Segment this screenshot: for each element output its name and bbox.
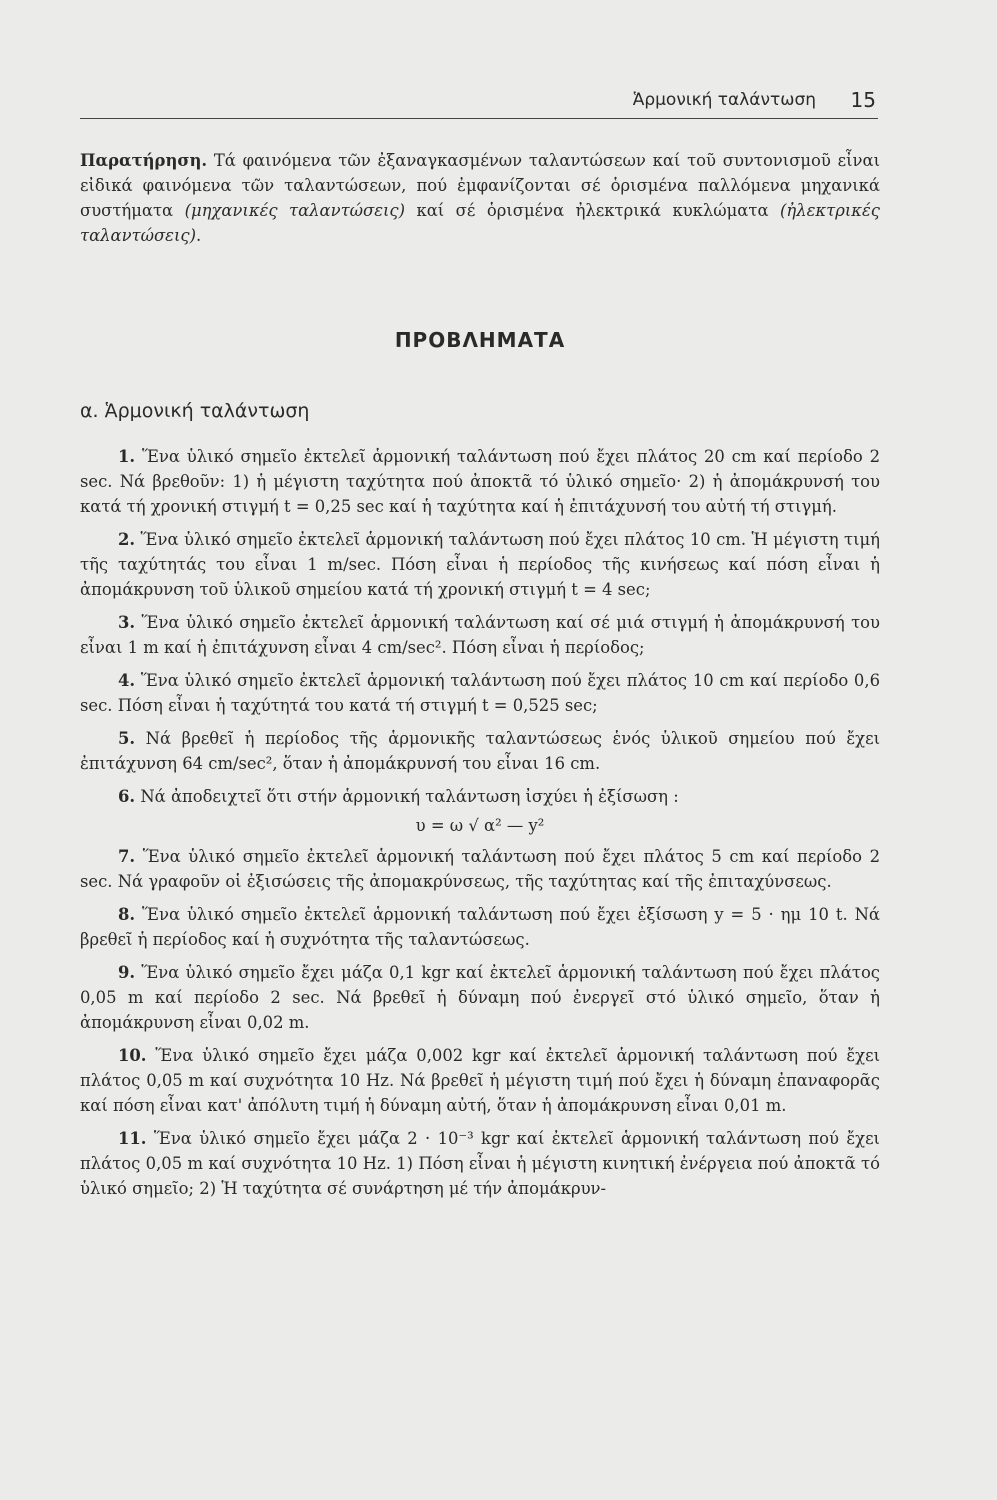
problem-number: 7.: [118, 847, 136, 866]
section-title: ΠΡΟΒΛΗΜΑΤΑ: [394, 328, 566, 352]
problem-7: [80, 844, 880, 894]
problem-text: Ἕνα ὑλικό σημεῖο ἐκτελεῖ ἁρμονική ταλάντωση καί σέ μιά στιγμή ἡ ἀπομάκρυνσή του εἶναι 1 m καί ἡ ἐπιτάχυνση εἶναι 4 cm/sec². Πόση εἶναι ἡ περίοδος;: [80, 613, 880, 657]
problem-text: Ἕνα ὑλικό σημεῖο ἔχει μάζα 0,1 kgr καί ἐκτελεῖ ἁρμονική ταλάντωση πού ἔχει πλάτος 0,05 m καί περίοδο 2 sec. Νά βρεθεῖ ἡ δύναμη πού ἐνεργεῖ στό ὑλικό σημεῖο, ὅταν ἡ ἀπομάκρυνση εἶναι 0,02 m.: [80, 963, 880, 1032]
problem-9: [80, 960, 880, 1035]
problem-text: Νά ἀποδειχτεῖ ὅτι στήν ἁρμονική ταλάντωση ἰσχύει ἡ ἐξίσωση :: [135, 787, 679, 806]
problem-number: 10.: [118, 1046, 147, 1065]
problem-11: [80, 1126, 880, 1201]
problem-number: 3.: [118, 613, 136, 632]
problem-text: Ἕνα ὑλικό σημεῖο ἐκτελεῖ ἁρμονική ταλάντωση πού ἔχει πλάτος 10 cm καί περίοδο 0,6 sec. Πόση εἶναι ἡ ταχύτητά του κατά τή στιγμή t = 0,525 sec;: [80, 671, 880, 715]
subsection-title: α. Ἁρμονική ταλάντωση: [80, 400, 310, 422]
note-text-3: .: [195, 226, 202, 245]
problem-text: Ἕνα ὑλικό σημεῖο ἐκτελεῖ ἁρμονική ταλάντωση πού ἔχει πλάτος 10 cm. Ἡ μέγιστη τιμή τῆς ταχύτητάς του εἶναι 1 m/sec. Πόση εἶναι ἡ περίοδος τῆς κινήσεως καί πόση εἶναι ἡ ἀπομάκρυνση τοῦ ὑλικοῦ σημείου κατά τή χρονική στιγμή t = 4 sec;: [80, 530, 880, 599]
note-italic-2: (ἠλεκτρικές ταλαντώσεις): [80, 201, 880, 245]
formula-velocity: υ = ω √ α² — y²: [415, 816, 545, 835]
problem-number: 2.: [118, 530, 136, 549]
problem-number: 4.: [118, 671, 136, 690]
problem-5: [80, 726, 880, 776]
note-text-2: καί σέ ὁρισμένα ἠλεκτρικά κυκλώματα: [405, 201, 780, 220]
running-title: Ἁρμονική ταλάντωση: [632, 90, 816, 110]
problem-number: 8.: [118, 905, 136, 924]
problem-8: [80, 902, 880, 952]
note-paragraph: [80, 148, 880, 248]
problem-text: Ἕνα ὑλικό σημεῖο ἔχει μάζα 2 · 10⁻³ kgr καί ἐκτελεῖ ἁρμονική ταλάντωση πού ἔχει πλάτος 0,05 m καί συχνότητα 10 Hz. 1) Πόση εἶναι ἡ μέγιστη κινητική ἐνέργεια πού ἀποκτᾶ τό ὑλικό σημεῖο; 2) Ἡ ταχύτητα σέ συνάρτηση μέ τήν ἀπομάκρυν-: [80, 1129, 880, 1198]
problem-10: [80, 1043, 880, 1118]
problem-text: Ἕνα ὑλικό σημεῖο ἐκτελεῖ ἁρμονική ταλάντωση πού ἔχει πλάτος 5 cm καί περίοδο 2 sec. Νά γραφοῦν οἱ ἐξισώσεις τῆς ἀπομακρύνσεως, τῆς ταχύτητας καί τῆς ἐπιταχύνσεως.: [80, 847, 880, 891]
problem-number: 6.: [118, 787, 136, 806]
problem-1: [80, 444, 880, 519]
problem-3: [80, 610, 880, 660]
problem-number: 1.: [118, 447, 136, 466]
problem-2: [80, 527, 880, 602]
note-label: Παρατήρηση.: [80, 151, 208, 170]
problem-4: [80, 668, 880, 718]
problem-text: Νά βρεθεῖ ἡ περίοδος τῆς ἁρμονικῆς ταλαντώσεως ἑνός ὑλικοῦ σημείου πού ἔχει ἐπιτάχυνση 64 cm/sec², ὅταν ἡ ἀπομάκρυνσή του εἶναι 16 cm.: [80, 729, 880, 773]
note-italic-1: (μηχανικές ταλαντώσεις): [184, 201, 405, 220]
problem-6: [80, 784, 880, 809]
page-body: [80, 148, 880, 1205]
problem-text: Ἕνα ὑλικό σημεῖο ἔχει μάζα 0,002 kgr καί ἐκτελεῖ ἁρμονική ταλάντωση πού ἔχει πλάτος 0,05 m καί συχνότητα 10 Hz. Νά βρεθεῖ ἡ μέγιστη τιμή πού ἔχει ἡ δύναμη ἐπαναφορᾶς καί πόση εἶναι κατ' ἀπόλυτη τιμή ἡ δύναμη αὐτή, ὅταν ἡ ἀπομάκρυνση εἶναι 0,01 m.: [80, 1046, 880, 1115]
problem-text: Ἕνα ὑλικό σημεῖο ἐκτελεῖ ἁρμονική ταλάντωση πού ἔχει ἐξίσωση y = 5 · ημ 10 t. Νά βρεθεῖ ἡ περίοδος καί ἡ συχνότητα τῆς ταλαντώσεως.: [80, 905, 880, 949]
page-header: [80, 88, 878, 119]
problem-number: 11.: [118, 1129, 147, 1148]
page-number: 15: [850, 88, 876, 112]
problem-text: Ἕνα ὑλικό σημεῖο ἐκτελεῖ ἁρμονική ταλάντωση πού ἔχει πλάτος 20 cm καί περίοδο 2 sec. Νά βρεθοῦν: 1) ἡ μέγιστη ταχύτητα πού ἀποκτᾶ τό ὑλικό σημεῖο· 2) ἡ ἀπομάκρυνσή του κατά τή χρονική στιγμή t = 0,25 sec καί ἡ ταχύτητα καί ἡ ἐπιτάχυνσή του αὐτή τή στιγμή.: [80, 447, 880, 516]
problem-number: 9.: [118, 963, 136, 982]
problem-number: 5.: [118, 729, 136, 748]
note-text-1: Τά φαινόμενα τῶν ἐξαναγκασμένων ταλαντώσεων καί τοῦ συντονισμοῦ εἶναι εἰδικά φαινόμενα τῶν ταλαντώσεων, πού ἐμφανίζονται σέ ὁρισμένα παλλόμενα μηχανικά συστήματα: [80, 151, 880, 220]
